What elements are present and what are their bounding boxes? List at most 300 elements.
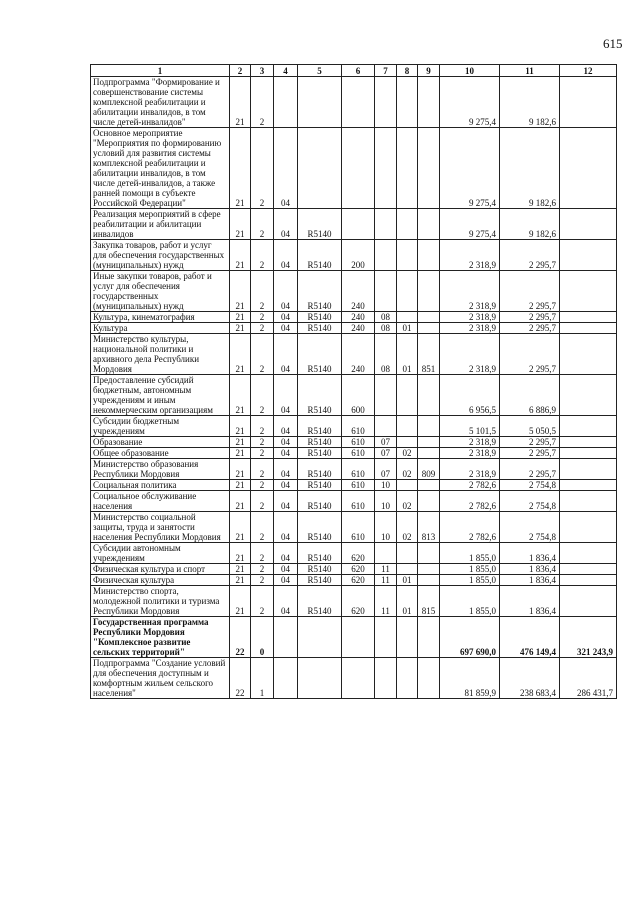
table-row — [91, 416, 617, 437]
cell-c8 — [397, 240, 418, 271]
header-row — [91, 65, 617, 77]
cell-c2: 22 — [230, 658, 251, 699]
table-row — [91, 459, 617, 480]
cell-c4: 04 — [274, 323, 298, 334]
table-row — [91, 491, 617, 512]
cell-c10: 2 318,9 — [440, 323, 500, 334]
cell-c12 — [560, 564, 617, 575]
cell-c7: 10 — [375, 491, 397, 512]
cell-c3: 0 — [251, 617, 274, 658]
cell-c9 — [418, 448, 440, 459]
cell-c12 — [560, 437, 617, 448]
cell-c4: 04 — [274, 437, 298, 448]
cell-c7: 11 — [375, 575, 397, 586]
cell-c2: 21 — [230, 459, 251, 480]
cell-c12 — [560, 323, 617, 334]
cell-c12 — [560, 334, 617, 375]
cell-c7: 08 — [375, 323, 397, 334]
cell-c6: 610 — [342, 491, 375, 512]
column-header-12: 12 — [560, 65, 617, 77]
cell-c8 — [397, 375, 418, 416]
column-header-8: 8 — [397, 65, 418, 77]
row-name-cell: Физическая культура и спорт — [91, 564, 230, 575]
cell-c6: 240 — [342, 323, 375, 334]
cell-c3: 2 — [251, 480, 274, 491]
cell-c11: 9 182,6 — [500, 128, 560, 209]
cell-c5: R5140 — [298, 543, 342, 564]
cell-c12: 321 243,9 — [560, 617, 617, 658]
cell-c10: 2 318,9 — [440, 271, 500, 312]
cell-c5: R5140 — [298, 448, 342, 459]
table-row — [91, 575, 617, 586]
cell-c2: 21 — [230, 271, 251, 312]
cell-c8 — [397, 658, 418, 699]
cell-c6: 610 — [342, 416, 375, 437]
cell-c3: 2 — [251, 209, 274, 240]
row-name-cell: Министерство социальной защиты, труда и занятости населения Республики Мордовия — [91, 512, 230, 543]
cell-c3: 2 — [251, 543, 274, 564]
cell-c9 — [418, 564, 440, 575]
cell-c7: 11 — [375, 586, 397, 617]
table-row — [91, 271, 617, 312]
cell-c9 — [418, 491, 440, 512]
cell-c10: 1 855,0 — [440, 575, 500, 586]
cell-c10: 6 956,5 — [440, 375, 500, 416]
cell-c4: 04 — [274, 334, 298, 375]
cell-c8 — [397, 209, 418, 240]
cell-c11: 9 182,6 — [500, 209, 560, 240]
row-name-cell: Культура — [91, 323, 230, 334]
column-header-10: 10 — [440, 65, 500, 77]
cell-c3: 2 — [251, 512, 274, 543]
cell-c11: 2 754,8 — [500, 512, 560, 543]
cell-c5: R5140 — [298, 437, 342, 448]
cell-c9 — [418, 128, 440, 209]
cell-c3: 2 — [251, 334, 274, 375]
row-name-cell: Основное мероприятие "Мероприятия по формированию условий для развития системы комплексной реабилитации и абилитации инвалидов, в том числе детей-инвалидов, а также ранней помощи в субъекте Российской Федерации" — [91, 128, 230, 209]
cell-c6 — [342, 658, 375, 699]
cell-c8: 02 — [397, 448, 418, 459]
row-name-cell: Общее образование — [91, 448, 230, 459]
cell-c11: 2 754,8 — [500, 480, 560, 491]
cell-c3: 2 — [251, 437, 274, 448]
cell-c10: 697 690,0 — [440, 617, 500, 658]
cell-c5: R5140 — [298, 209, 342, 240]
cell-c4: 04 — [274, 209, 298, 240]
cell-c4: 04 — [274, 586, 298, 617]
cell-c3: 2 — [251, 416, 274, 437]
cell-c4 — [274, 77, 298, 128]
table-row — [91, 448, 617, 459]
table-row — [91, 375, 617, 416]
cell-c7 — [375, 416, 397, 437]
row-name-cell: Министерство образования Республики Мордовия — [91, 459, 230, 480]
cell-c2: 21 — [230, 437, 251, 448]
cell-c6: 610 — [342, 459, 375, 480]
cell-c8 — [397, 77, 418, 128]
cell-c9 — [418, 543, 440, 564]
cell-c8 — [397, 564, 418, 575]
cell-c9 — [418, 575, 440, 586]
cell-c5: R5140 — [298, 564, 342, 575]
cell-c8: 02 — [397, 459, 418, 480]
cell-c11: 2 295,7 — [500, 448, 560, 459]
table-row — [91, 240, 617, 271]
cell-c9 — [418, 658, 440, 699]
cell-c11: 238 683,4 — [500, 658, 560, 699]
cell-c12 — [560, 128, 617, 209]
cell-c4 — [274, 658, 298, 699]
cell-c10: 2 318,9 — [440, 240, 500, 271]
cell-c11: 2 295,7 — [500, 240, 560, 271]
cell-c6: 610 — [342, 437, 375, 448]
table-row — [91, 586, 617, 617]
cell-c5 — [298, 617, 342, 658]
cell-c5: R5140 — [298, 312, 342, 323]
cell-c2: 21 — [230, 575, 251, 586]
cell-c2: 21 — [230, 334, 251, 375]
cell-c2: 21 — [230, 375, 251, 416]
cell-c6 — [342, 209, 375, 240]
cell-c3: 2 — [251, 448, 274, 459]
cell-c5: R5140 — [298, 586, 342, 617]
column-header-6: 6 — [342, 65, 375, 77]
cell-c10: 2 318,9 — [440, 437, 500, 448]
cell-c8: 02 — [397, 491, 418, 512]
cell-c7 — [375, 543, 397, 564]
cell-c6: 620 — [342, 586, 375, 617]
cell-c10: 2 318,9 — [440, 334, 500, 375]
cell-c2: 21 — [230, 240, 251, 271]
cell-c9 — [418, 617, 440, 658]
cell-c12 — [560, 575, 617, 586]
cell-c9 — [418, 416, 440, 437]
cell-c6: 610 — [342, 448, 375, 459]
budget-table-container — [90, 64, 616, 699]
cell-c3: 2 — [251, 564, 274, 575]
cell-c11: 2 295,7 — [500, 312, 560, 323]
cell-c8 — [397, 617, 418, 658]
cell-c5 — [298, 658, 342, 699]
cell-c11: 1 836,4 — [500, 543, 560, 564]
cell-c7 — [375, 77, 397, 128]
cell-c9: 813 — [418, 512, 440, 543]
row-name-cell: Государственная программа Республики Мордовия "Комплексное развитие сельских территорий" — [91, 617, 230, 658]
cell-c8: 01 — [397, 334, 418, 375]
cell-c7 — [375, 271, 397, 312]
cell-c5 — [298, 128, 342, 209]
row-name-cell: Субсидии бюджетным учреждениям — [91, 416, 230, 437]
cell-c9: 809 — [418, 459, 440, 480]
cell-c11: 2 754,8 — [500, 491, 560, 512]
cell-c2: 21 — [230, 128, 251, 209]
cell-c8: 02 — [397, 512, 418, 543]
cell-c8 — [397, 416, 418, 437]
cell-c2: 21 — [230, 209, 251, 240]
table-row — [91, 617, 617, 658]
cell-c10: 5 101,5 — [440, 416, 500, 437]
cell-c4: 04 — [274, 480, 298, 491]
cell-c7: 07 — [375, 437, 397, 448]
cell-c5: R5140 — [298, 416, 342, 437]
budget-table — [90, 64, 617, 699]
cell-c11: 2 295,7 — [500, 323, 560, 334]
cell-c5: R5140 — [298, 491, 342, 512]
cell-c9: 815 — [418, 586, 440, 617]
cell-c5: R5140 — [298, 240, 342, 271]
cell-c12: 286 431,7 — [560, 658, 617, 699]
cell-c7 — [375, 658, 397, 699]
cell-c4: 04 — [274, 564, 298, 575]
cell-c9 — [418, 271, 440, 312]
cell-c3: 2 — [251, 240, 274, 271]
cell-c9 — [418, 312, 440, 323]
row-name-cell: Реализация мероприятий в сфере реабилитации и абилитации инвалидов — [91, 209, 230, 240]
table-row — [91, 323, 617, 334]
cell-c10: 2 318,9 — [440, 448, 500, 459]
table-row — [91, 658, 617, 699]
cell-c11: 6 886,9 — [500, 375, 560, 416]
cell-c10: 9 275,4 — [440, 128, 500, 209]
table-body — [91, 77, 617, 699]
cell-c4: 04 — [274, 240, 298, 271]
cell-c3: 2 — [251, 271, 274, 312]
cell-c8 — [397, 543, 418, 564]
cell-c6: 610 — [342, 480, 375, 491]
table-row — [91, 334, 617, 375]
cell-c7: 07 — [375, 459, 397, 480]
cell-c6 — [342, 77, 375, 128]
cell-c2: 21 — [230, 77, 251, 128]
cell-c4: 04 — [274, 575, 298, 586]
cell-c4: 04 — [274, 128, 298, 209]
column-header-9: 9 — [418, 65, 440, 77]
column-header-2: 2 — [230, 65, 251, 77]
cell-c6: 620 — [342, 543, 375, 564]
table-row — [91, 209, 617, 240]
cell-c7 — [375, 209, 397, 240]
table-row — [91, 437, 617, 448]
cell-c2: 21 — [230, 512, 251, 543]
cell-c8: 01 — [397, 323, 418, 334]
cell-c6: 240 — [342, 334, 375, 375]
cell-c8: 01 — [397, 586, 418, 617]
row-name-cell: Закупка товаров, работ и услуг для обеспечения государственных (муниципальных) нужд — [91, 240, 230, 271]
cell-c3: 1 — [251, 658, 274, 699]
cell-c6: 620 — [342, 564, 375, 575]
cell-c8 — [397, 480, 418, 491]
cell-c10: 81 859,9 — [440, 658, 500, 699]
table-row — [91, 480, 617, 491]
cell-c2: 21 — [230, 323, 251, 334]
cell-c11: 1 836,4 — [500, 586, 560, 617]
row-name-cell: Подпрограмма "Создание условий для обеспечения доступным и комфортным жильем сельского населения" — [91, 658, 230, 699]
cell-c8 — [397, 437, 418, 448]
cell-c5: R5140 — [298, 323, 342, 334]
column-header-11: 11 — [500, 65, 560, 77]
cell-c11: 5 050,5 — [500, 416, 560, 437]
cell-c10: 2 782,6 — [440, 512, 500, 543]
cell-c8: 01 — [397, 575, 418, 586]
cell-c12 — [560, 448, 617, 459]
cell-c2: 21 — [230, 564, 251, 575]
cell-c9 — [418, 437, 440, 448]
cell-c10: 9 275,4 — [440, 209, 500, 240]
cell-c3: 2 — [251, 575, 274, 586]
cell-c3: 2 — [251, 459, 274, 480]
cell-c11: 2 295,7 — [500, 437, 560, 448]
cell-c7: 10 — [375, 480, 397, 491]
cell-c12 — [560, 512, 617, 543]
row-name-cell: Образование — [91, 437, 230, 448]
cell-c7 — [375, 128, 397, 209]
cell-c4: 04 — [274, 312, 298, 323]
cell-c12 — [560, 416, 617, 437]
cell-c2: 21 — [230, 312, 251, 323]
table-row — [91, 564, 617, 575]
column-header-4: 4 — [274, 65, 298, 77]
cell-c5 — [298, 77, 342, 128]
cell-c12 — [560, 480, 617, 491]
cell-c6: 620 — [342, 575, 375, 586]
cell-c4: 04 — [274, 512, 298, 543]
column-header-5: 5 — [298, 65, 342, 77]
cell-c12 — [560, 459, 617, 480]
cell-c8 — [397, 128, 418, 209]
cell-c5: R5140 — [298, 480, 342, 491]
cell-c8 — [397, 312, 418, 323]
cell-c11: 476 149,4 — [500, 617, 560, 658]
cell-c7 — [375, 617, 397, 658]
row-name-cell: Министерство культуры, национальной политики и архивного дела Республики Мордовия — [91, 334, 230, 375]
cell-c10: 1 855,0 — [440, 543, 500, 564]
row-name-cell: Иные закупки товаров, работ и услуг для обеспечения государственных (муниципальных) нужд — [91, 271, 230, 312]
cell-c4: 04 — [274, 375, 298, 416]
cell-c2: 21 — [230, 543, 251, 564]
row-name-cell: Подпрограмма "Формирование и совершенствование системы комплексной реабилитации и абилитации инвалидов, в том числе детей-инвалидов" — [91, 77, 230, 128]
page-number: 615 — [603, 36, 623, 51]
cell-c9 — [418, 375, 440, 416]
cell-c11: 1 836,4 — [500, 564, 560, 575]
cell-c12 — [560, 209, 617, 240]
row-name-cell: Социальная политика — [91, 480, 230, 491]
cell-c7: 08 — [375, 334, 397, 375]
cell-c6: 600 — [342, 375, 375, 416]
cell-c6 — [342, 617, 375, 658]
row-name-cell: Субсидии автономным учреждениям — [91, 543, 230, 564]
cell-c6: 200 — [342, 240, 375, 271]
cell-c3: 2 — [251, 323, 274, 334]
row-name-cell: Социальное обслуживание населения — [91, 491, 230, 512]
row-name-cell: Министерство спорта, молодежной политики и туризма Республики Мордовия — [91, 586, 230, 617]
cell-c10: 2 318,9 — [440, 312, 500, 323]
cell-c12 — [560, 77, 617, 128]
cell-c5: R5140 — [298, 334, 342, 375]
cell-c10: 1 855,0 — [440, 586, 500, 617]
cell-c4: 04 — [274, 491, 298, 512]
row-name-cell: Культура, кинематография — [91, 312, 230, 323]
cell-c4: 04 — [274, 459, 298, 480]
cell-c3: 2 — [251, 491, 274, 512]
cell-c9 — [418, 209, 440, 240]
table-row — [91, 312, 617, 323]
cell-c7: 08 — [375, 312, 397, 323]
cell-c7: 11 — [375, 564, 397, 575]
cell-c2: 21 — [230, 448, 251, 459]
cell-c12 — [560, 312, 617, 323]
cell-c6 — [342, 128, 375, 209]
cell-c7: 10 — [375, 512, 397, 543]
cell-c11: 2 295,7 — [500, 271, 560, 312]
cell-c12 — [560, 271, 617, 312]
cell-c11: 9 182,6 — [500, 77, 560, 128]
cell-c3: 2 — [251, 128, 274, 209]
column-header-3: 3 — [251, 65, 274, 77]
cell-c12 — [560, 543, 617, 564]
cell-c3: 2 — [251, 586, 274, 617]
column-header-7: 7 — [375, 65, 397, 77]
cell-c7 — [375, 375, 397, 416]
cell-c10: 9 275,4 — [440, 77, 500, 128]
table-row — [91, 77, 617, 128]
cell-c5: R5140 — [298, 271, 342, 312]
cell-c11: 2 295,7 — [500, 334, 560, 375]
row-name-cell: Физическая культура — [91, 575, 230, 586]
cell-c4: 04 — [274, 271, 298, 312]
cell-c4 — [274, 617, 298, 658]
cell-c10: 2 782,6 — [440, 491, 500, 512]
cell-c2: 21 — [230, 480, 251, 491]
cell-c4: 04 — [274, 416, 298, 437]
cell-c12 — [560, 491, 617, 512]
cell-c5: R5140 — [298, 575, 342, 586]
cell-c8 — [397, 271, 418, 312]
cell-c3: 2 — [251, 375, 274, 416]
row-name-cell: Предоставление субсидий бюджетным, автономным учреждениям и иным некоммерческим организациям — [91, 375, 230, 416]
cell-c10: 2 318,9 — [440, 459, 500, 480]
cell-c12 — [560, 586, 617, 617]
table-row — [91, 512, 617, 543]
cell-c12 — [560, 375, 617, 416]
table-row — [91, 128, 617, 209]
cell-c2: 21 — [230, 416, 251, 437]
cell-c2: 21 — [230, 491, 251, 512]
cell-c3: 2 — [251, 312, 274, 323]
cell-c9 — [418, 323, 440, 334]
cell-c7: 07 — [375, 448, 397, 459]
cell-c9 — [418, 480, 440, 491]
cell-c10: 1 855,0 — [440, 564, 500, 575]
cell-c9: 851 — [418, 334, 440, 375]
cell-c6: 610 — [342, 512, 375, 543]
cell-c4: 04 — [274, 543, 298, 564]
cell-c11: 2 295,7 — [500, 459, 560, 480]
cell-c10: 2 782,6 — [440, 480, 500, 491]
cell-c11: 1 836,4 — [500, 575, 560, 586]
column-header-1: 1 — [91, 65, 230, 77]
cell-c7 — [375, 240, 397, 271]
cell-c2: 21 — [230, 586, 251, 617]
cell-c12 — [560, 240, 617, 271]
cell-c6: 240 — [342, 271, 375, 312]
cell-c2: 22 — [230, 617, 251, 658]
cell-c6: 240 — [342, 312, 375, 323]
table-row — [91, 543, 617, 564]
cell-c5: R5140 — [298, 512, 342, 543]
cell-c4: 04 — [274, 448, 298, 459]
cell-c5: R5140 — [298, 375, 342, 416]
cell-c5: R5140 — [298, 459, 342, 480]
